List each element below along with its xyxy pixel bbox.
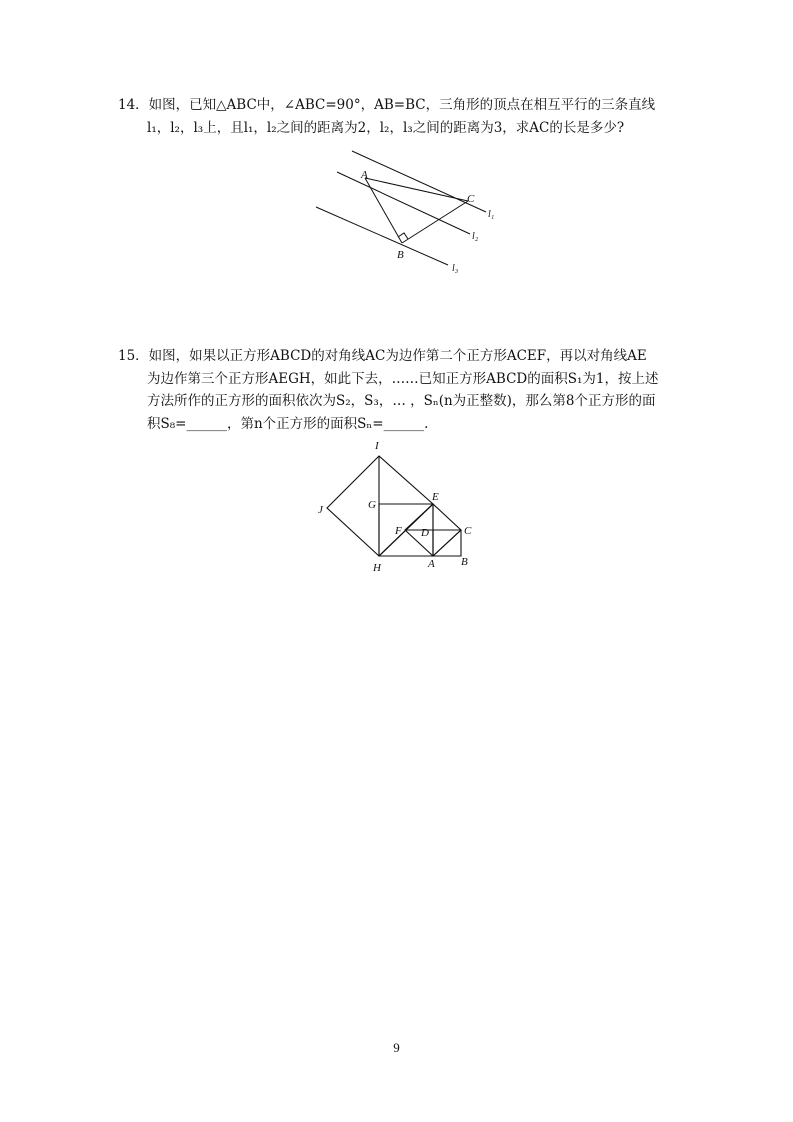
label-b15: B — [461, 556, 468, 568]
page-number: 9 — [393, 1040, 400, 1055]
label-f: F — [395, 525, 402, 537]
problem-15-line-2: 为边作第三个正方形AEGH，如此下去，……已知正方形ABCD的面积S₁为1，按上述 — [147, 370, 659, 387]
label-l3: l₃ — [452, 263, 459, 274]
label-a: A — [361, 169, 368, 181]
segment-ac-diag — [433, 530, 461, 556]
label-l2: l₂ — [472, 231, 479, 242]
label-j: J — [318, 504, 323, 516]
label-i: I — [375, 440, 379, 452]
label-b: B — [397, 249, 404, 261]
label-e: E — [432, 491, 439, 503]
problem-14-line-1: 14．如图，已知△ABC中，∠ABC=90°，AB=BC，三角形的顶点在相互平行的三条直线 — [118, 97, 656, 113]
problem-15-line-1: 15．如图，如果以正方形ABCD的对角线AC为边作第二个正方形ACEF，再以对角线AE — [118, 348, 647, 364]
label-a15: A — [428, 558, 435, 570]
label-h: H — [373, 562, 381, 574]
label-c: C — [467, 193, 475, 205]
label-c15: C — [464, 525, 472, 537]
problem-14-line-2: l₁，l₂，l₃上，且l₁，l₂之间的距离为2，l₂，l₃之间的距离为3，求AC的长是多少? — [147, 119, 625, 136]
problem-15-line-3: 方法所作的正方形的面积依次为S₂，S₃，… ，Sₙ(n为正整数)，那么第8个正方形的面 — [147, 393, 656, 409]
label-g: G — [368, 499, 376, 511]
label-l1: l₁ — [488, 209, 495, 220]
label-d: D — [421, 527, 429, 539]
problem-15-line-4: 积S₈=______，第n个正方形的面积Sₙ=______. — [147, 415, 429, 432]
